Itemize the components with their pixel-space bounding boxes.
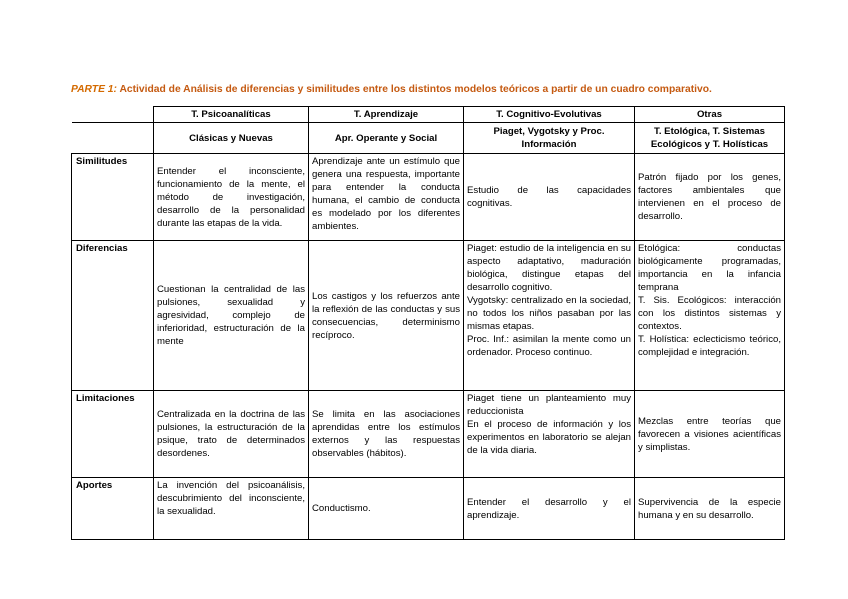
cell-diferencias-cognitivo (464, 241, 635, 391)
paragraph-etologica: Etológica: conductas biológicamente programadas, importancia en la infancia temprana (638, 243, 781, 293)
cell-similitudes-psicoanaliticas: Entender el inconsciente, funcionamiento de la mente, el método de investigación, desarrollo de la personalidad durante las etapas de la vida. (154, 154, 309, 241)
cell-limitaciones-otras: Mezclas entre teorías que favorecen a visiones acientíficas y simplistas. (635, 391, 785, 478)
cell-limitaciones-cognitivo (464, 391, 635, 478)
subheader-aprendizaje: Apr. Operante y Social (309, 123, 464, 154)
subheader-otras: T. Etológica, T. Sistemas Ecológicos y T. Holísticas (635, 123, 785, 154)
title-text: Actividad de Análisis de diferencias y similitudes entre los distintos modelos teóricos a partir de un cuadro comparativo. (119, 84, 712, 95)
paragraph-vygotsky: Vygotsky: centralizado en la sociedad, no todos los niños pasaban por las mismas etapas. (467, 295, 631, 332)
cell-similitudes-otras: Patrón fijado por los genes, factores ambientales que intervienen en el proceso de desarrollo. (635, 154, 785, 241)
row-label-similitudes: Similitudes (72, 154, 154, 241)
cell-aportes-otras: Supervivencia de la especie humana y en su desarrollo. (635, 478, 785, 540)
row-limitaciones (72, 391, 785, 478)
paragraph-sis-ecologicos: T. Sis. Ecológicos: interacción con los distintos sistemas y contextos. (638, 295, 781, 332)
cell-diferencias-aprendizaje: Los castigos y los refuerzos ante la reflexión de las conductas y sus consecuencias, determinismo recíproco. (309, 241, 464, 391)
row-aportes (72, 478, 785, 540)
cell-aportes-psicoanaliticas: La invención del psicoanálisis, descubrimiento del inconsciente, la sexualidad. (154, 478, 309, 540)
header-row (72, 107, 785, 123)
paragraph-proc-info-limit: En el proceso de información y los experimentos en laboratorio se alejan de la vida diaria. (467, 419, 631, 456)
subheader-psicoanaliticas: Clásicas y Nuevas (154, 123, 309, 154)
title-part-label: PARTE 1: (71, 84, 117, 95)
cell-limitaciones-psicoanaliticas: Centralizada en la doctrina de las pulsiones, la estructuración de la psique, trato de determinados desordenes. (154, 391, 309, 478)
cell-similitudes-cognitivo: Estudio de las capacidades cognitivas. (464, 154, 635, 241)
row-label-aportes: Aportes (72, 478, 154, 540)
header-aprendizaje: T. Aprendizaje (309, 107, 464, 123)
cell-diferencias-otras (635, 241, 785, 391)
paragraph-proc-inf: Proc. Inf.: asimilan la mente como un ordenador. Proceso continuo. (467, 334, 631, 358)
cell-limitaciones-aprendizaje: Se limita en las asociaciones aprendidas entre los estímulos externos y las respuestas observables (hábitos). (309, 391, 464, 478)
row-label-limitaciones: Limitaciones (72, 391, 154, 478)
comparison-table (71, 106, 785, 540)
row-similitudes (72, 154, 785, 241)
paragraph-piaget: Piaget: estudio de la inteligencia en su aspecto adaptativo, maduración biológica, distingue etapas del desarrollo cognitivo. (467, 243, 631, 293)
paragraph-piaget-limit: Piaget tiene un planteamiento muy reduccionista (467, 393, 631, 417)
paragraph-holistica: T. Holística: eclecticismo teórico, complejidad e integración. (638, 334, 781, 358)
header-cognitivo-evolutivas: T. Cognitivo-Evolutivas (464, 107, 635, 123)
header-psicoanaliticas: T. Psicoanalíticas (154, 107, 309, 123)
subheader-cognitivo-evolutivas: Piaget, Vygotsky y Proc. Información (464, 123, 635, 154)
row-label-diferencias: Diferencias (72, 241, 154, 391)
page-title (71, 84, 712, 95)
subheader-row (72, 123, 785, 154)
header-otras: Otras (635, 107, 785, 123)
corner-cell (72, 123, 154, 154)
row-diferencias (72, 241, 785, 391)
corner-cell (72, 107, 154, 123)
cell-diferencias-psicoanaliticas: Cuestionan la centralidad de las pulsiones, sexualidad y agresividad, complejo de inferioridad, estructuración de la mente (154, 241, 309, 391)
cell-aportes-cognitivo: Entender el desarrollo y el aprendizaje. (464, 478, 635, 540)
cell-similitudes-aprendizaje: Aprendizaje ante un estímulo que genera una respuesta, importante para entender la conducta humana, el cambio de conducta es modelado por los diferentes ambientes. (309, 154, 464, 241)
cell-aportes-aprendizaje: Conductismo. (309, 478, 464, 540)
